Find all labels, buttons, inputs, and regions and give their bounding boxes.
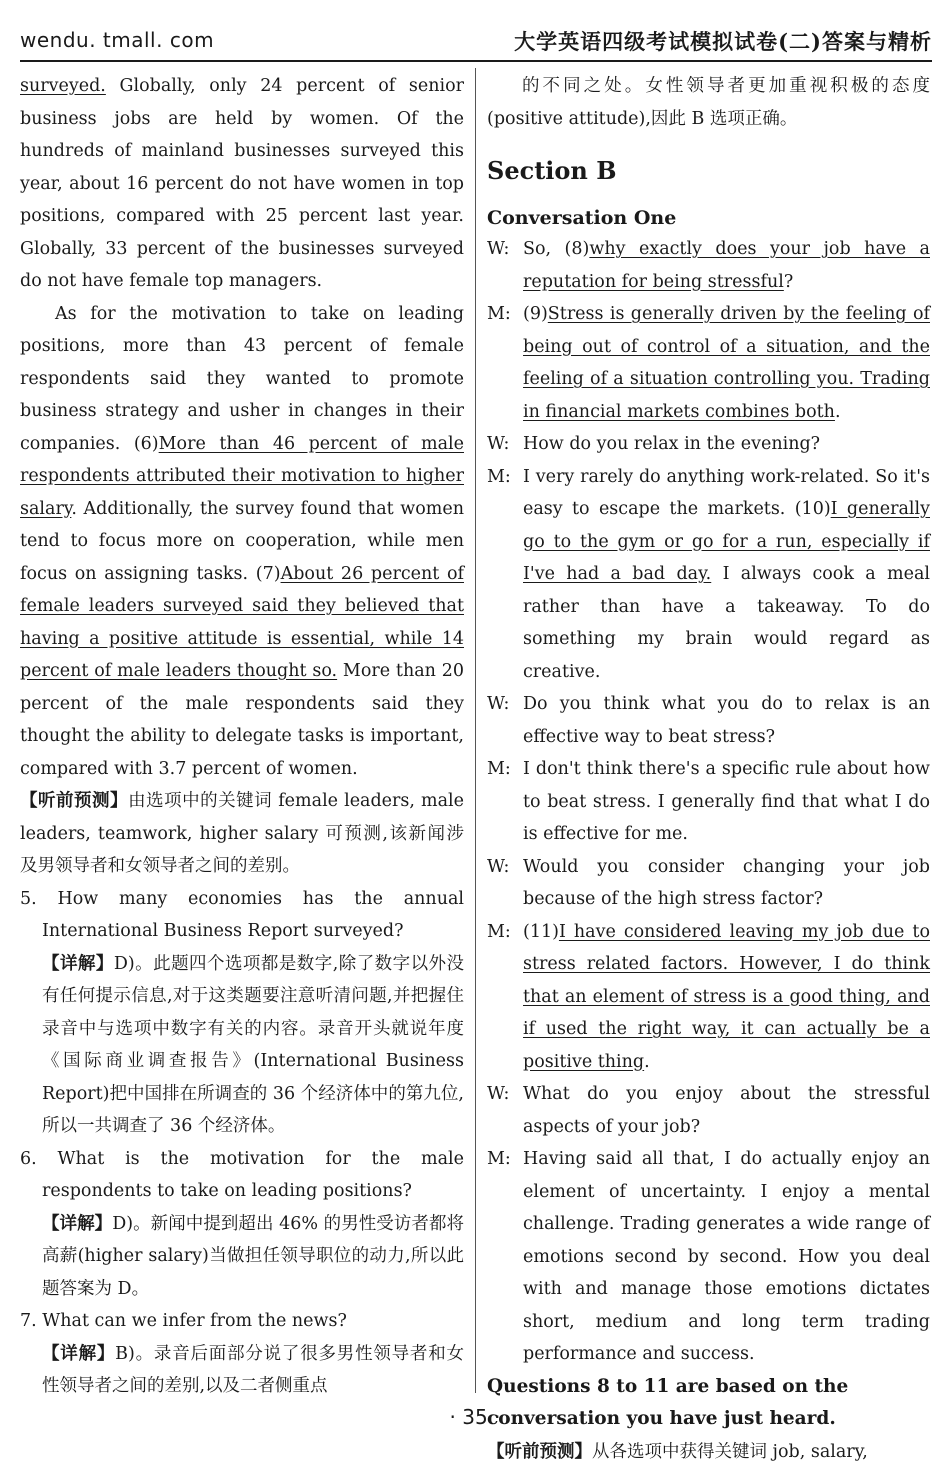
underlined-answer-7: About 26 percent of female leaders surveyed said they believed that having a positive attitude is essential, while 14 percent of male leaders thought so. xyxy=(20,564,464,682)
turn-text: I very rarely do anything work-related. So it's easy to escape the markets. (10) xyxy=(523,467,930,520)
answer-explanation xyxy=(42,948,464,1143)
turn-text: How do you relax in the evening? xyxy=(523,434,820,454)
explanation-tag: 【详解】 xyxy=(42,954,114,974)
turn-text: . xyxy=(835,402,841,422)
explanation-text: D)。新闻中提到超出 46% 的男性受访者都将高薪(higher salary)当做担任领导职位的动力,所以此题答案为 D。 xyxy=(42,1214,464,1299)
explanation-tag: 【详解】 xyxy=(42,1214,112,1234)
speaker-label: W: xyxy=(487,688,523,721)
continued-explanation: 的不同之处。女性领导者更加重视积极的态度(positive attitude),因此 B 选项正确。 xyxy=(487,70,930,135)
underlined-text: surveyed. xyxy=(20,76,106,96)
turn-text: Having said all that, I do actually enjoy an element of uncertainty. I enjoy a mental challenge. Trading generates a wide range of emotions second by second. How you deal with and manage those emotions dictates short, medium and long term trading performance and success. xyxy=(523,1149,930,1364)
speaker-label: W: xyxy=(487,851,523,884)
right-column xyxy=(487,70,930,1468)
page-header xyxy=(20,18,932,58)
speaker-label: M: xyxy=(487,916,523,949)
answer-explanation xyxy=(42,1338,464,1403)
explanation-text: B)。录音后面部分说了很多男性领导者和女性领导者之间的差别,以及二者侧重点 xyxy=(42,1344,464,1397)
turn-text: Do you think what you do to relax is an effective way to beat stress? xyxy=(523,694,930,747)
speaker-label: W: xyxy=(487,1078,523,1111)
underlined-answer: I generally go to the gym or go for a run, especially if I've had a bad day. xyxy=(523,499,930,584)
speaker-label: M: xyxy=(487,1143,523,1176)
speaker-label: M: xyxy=(487,298,523,331)
speaker-label: M: xyxy=(487,461,523,494)
dialogue-turn xyxy=(487,461,930,689)
column-divider xyxy=(475,68,476,1393)
explanation-text: D)。此题四个选项都是数字,除了数字以外没有任何提示信息,对于这类题要注意听清问题,并把握住录音中与选项中数字有关的内容。录音开头就说年度《国际商业调查报告》(International Business Report)把中国排在所调查的 36 个经济体中的第九位,所以一共调查了 36 个经济体。 xyxy=(42,954,464,1137)
question-text: 7. What can we infer from the news? xyxy=(42,1305,464,1338)
dialogue-turn xyxy=(487,916,930,1079)
conversation-title: Conversation One xyxy=(487,203,930,233)
turn-text: What do you enjoy about the stressful aspects of your job? xyxy=(523,1084,930,1137)
prediction-tag: 【听前预测】 xyxy=(487,1442,592,1462)
speaker-label: W: xyxy=(487,233,523,266)
news-paragraph-2 xyxy=(20,298,464,786)
question-5 xyxy=(20,883,464,1143)
dialogue-turn xyxy=(487,428,930,461)
header-rule xyxy=(20,60,932,62)
dialogue-turn xyxy=(487,851,930,916)
paragraph-text: As for the motivation to take on leading positions, more than 43 percent of female respondents said they wanted to promote business strategy and usher in changes in their companies. (6) xyxy=(20,304,464,454)
underlined-answer-6: More than 46 percent of male respondents attributed their motivation to higher salary xyxy=(20,434,464,519)
dialogue-turn xyxy=(487,233,930,298)
turn-text: (11) xyxy=(523,922,559,942)
turn-text: Would you consider changing your job because of the high stress factor? xyxy=(523,857,930,910)
left-column xyxy=(20,70,464,1403)
explanation-tag: 【详解】 xyxy=(42,1344,115,1364)
prediction-note xyxy=(487,1436,930,1468)
paragraph-text: . Additionally, the survey found that women tend to focus more on cooperation, while men focus on assigning tasks. (7) xyxy=(20,499,464,584)
turn-text: (9) xyxy=(523,304,548,324)
question-text: 6. What is the motivation for the male respondents to take on leading positions? xyxy=(42,1143,464,1208)
prediction-tag: 【听前预测】 xyxy=(20,791,128,811)
conversation-transcript xyxy=(487,233,930,1371)
prediction-text: 从各选项中获得关键词 job, salary, xyxy=(592,1442,868,1462)
dialogue-turn xyxy=(487,298,930,428)
question-text: 5. How many economies has the annual International Business Report surveyed? xyxy=(42,883,464,948)
answer-explanation xyxy=(42,1208,464,1306)
question-6 xyxy=(20,1143,464,1306)
news-paragraph-1 xyxy=(20,70,464,298)
underlined-answer: I have considered leaving my job due to stress related factors. However, I do think that an element of stress is a good thing, and if used the right way, it can actually be a positive thing xyxy=(523,922,930,1072)
question-7 xyxy=(20,1305,464,1403)
speaker-label: W: xyxy=(487,428,523,461)
header-title: 大学英语四级考试模拟试卷(二)答案与精析 xyxy=(514,26,932,56)
paragraph-text: More than 20 percent of the male respondents said they thought the ability to delegate tasks is important, compared with 3.7 percent of women. xyxy=(20,661,464,779)
turn-text: I don't think there's a specific rule about how to beat stress. I generally find that what I do is effective for me. xyxy=(523,759,930,844)
dialogue-turn xyxy=(487,688,930,753)
turn-text: . xyxy=(644,1052,650,1072)
prediction-text: 由选项中的关键词 female leaders, male leaders, teamwork, higher salary 可预测,该新闻涉及男领导者和女领导者之间的差别。 xyxy=(20,791,464,876)
dialogue-turn xyxy=(487,753,930,851)
turn-text: I always cook a meal rather than have a takeaway. To do something my brain would regard as creative. xyxy=(523,564,930,682)
header-site: wendu. tmall. com xyxy=(20,28,214,52)
questions-heading: Questions 8 to 11 are based on the conversation you have just heard. xyxy=(487,1371,930,1436)
turn-text: ? xyxy=(784,272,793,292)
section-title: Section B xyxy=(487,155,930,187)
underlined-answer: Stress is generally driven by the feeling of being out of control of a situation, and the feeling of a situation controlling you. Trading in financial markets combines both xyxy=(523,304,930,422)
paragraph-text: Globally, only 24 percent of senior business jobs are held by women. Of the hundreds of mainland businesses surveyed this year, about 16 percent do not have women in top positions, compared with 25 percent last year. Globally, 33 percent of the businesses surveyed do not have female top managers. xyxy=(20,76,464,291)
speaker-label: M: xyxy=(487,753,523,786)
underlined-answer: why exactly does your job have a reputation for being stressful xyxy=(523,239,930,292)
turn-text: So, (8) xyxy=(523,239,589,259)
prediction-note xyxy=(20,785,464,883)
dialogue-turn xyxy=(487,1143,930,1371)
dialogue-turn xyxy=(487,1078,930,1143)
page-number: · 35 · xyxy=(0,1405,950,1429)
